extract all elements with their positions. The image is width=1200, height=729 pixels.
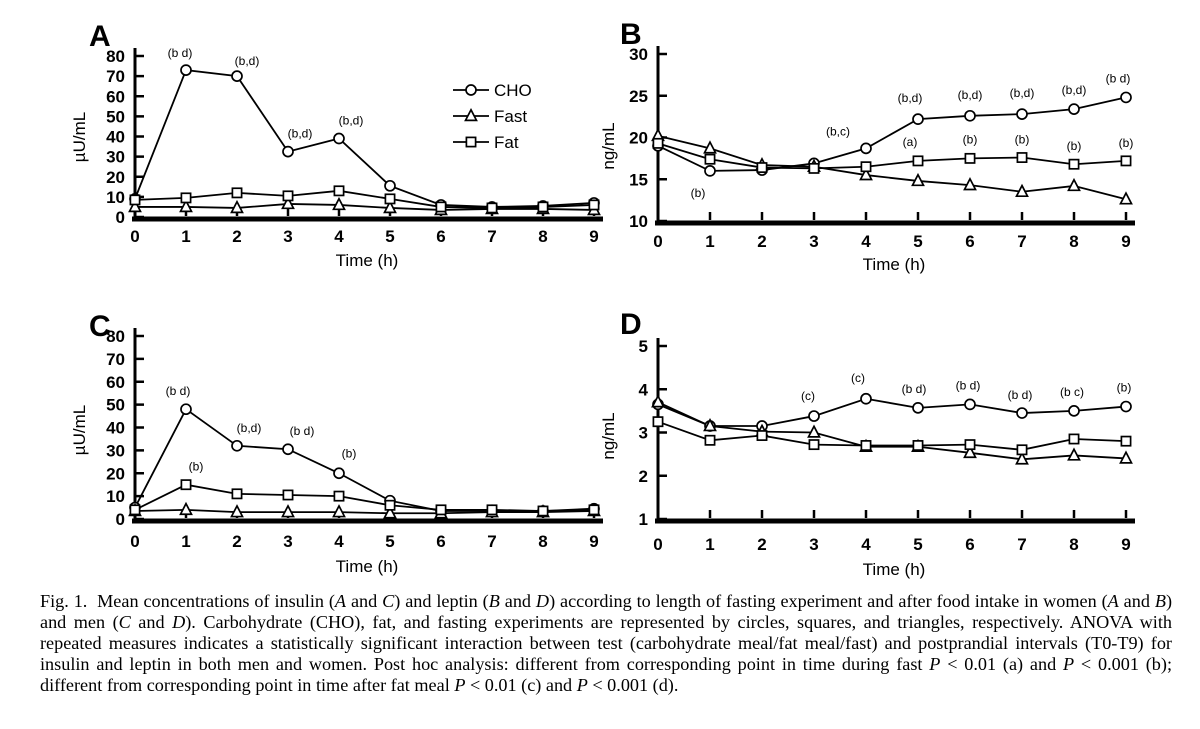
cho-circle-marker <box>283 147 293 157</box>
caption-segment: < 0.01 (c) and <box>465 675 577 695</box>
x-tick-label: 4 <box>334 227 344 246</box>
caption-segment: P <box>1063 654 1075 674</box>
significance-annotation: (b,d) <box>234 54 260 69</box>
cho-circle-marker <box>385 181 395 191</box>
y-tick-label: 50 <box>106 395 125 415</box>
y-axis-title: µU/mL <box>70 404 89 456</box>
fat-square-marker <box>913 441 922 450</box>
legend-label: Fast <box>494 107 528 126</box>
fat-square-marker <box>965 440 974 449</box>
significance-annotation: (b d) <box>167 46 193 61</box>
fat-square-marker <box>1121 437 1130 446</box>
panel-label: C <box>89 310 111 343</box>
significance-annotation: (b,d) <box>1009 86 1035 101</box>
cho-circle-marker <box>913 114 923 124</box>
y-tick-label: 80 <box>106 47 125 66</box>
fat-square-marker <box>334 186 343 195</box>
fast-triangle-marker <box>181 504 192 515</box>
y-axis-title: ng/mL <box>599 412 618 460</box>
x-tick-label: 0 <box>130 227 140 246</box>
x-tick-label: 8 <box>538 227 548 246</box>
x-tick-label: 7 <box>487 532 497 551</box>
fat-square-marker <box>757 163 766 172</box>
caption-segment: A <box>1107 591 1119 611</box>
y-tick-label: 10 <box>629 212 648 231</box>
significance-annotation: (b,d) <box>1061 83 1087 98</box>
fat-square-marker <box>232 489 241 498</box>
fat-square-marker <box>283 490 292 499</box>
fat-square-marker <box>436 505 445 514</box>
x-axis-title: Time (h) <box>862 560 926 579</box>
y-tick-label: 30 <box>629 45 648 64</box>
caption-segment: C <box>118 612 131 632</box>
fat-square-marker <box>705 436 714 445</box>
cho-circle-marker <box>1121 92 1131 102</box>
panel-label: D <box>620 308 642 341</box>
x-tick-label: 3 <box>283 227 293 246</box>
x-tick-label: 0 <box>130 532 140 551</box>
caption-segment: ). Carbohydrate (CHO), fat, and fasting experiments are represented by circles, squares, and triangles, respectively. ANOVA with repeated measures indicates a statistically significant interaction between test (carbohydrate meal/fat meal/fast) and postprandial intervals (T0-T9) for insulin and leptin in both men and women. Post hoc analysis: different from corresponding point in time during fast <box>40 612 1172 674</box>
significance-annotation: (b d) <box>1007 388 1033 403</box>
x-tick-label: 9 <box>1121 232 1131 251</box>
x-tick-label: 7 <box>487 227 497 246</box>
y-tick-label: 2 <box>638 466 648 486</box>
significance-annotation: (c) <box>851 370 865 385</box>
panel-c-insulin-men-chart <box>55 288 621 588</box>
significance-annotation: (b,c) <box>826 124 850 139</box>
x-tick-label: 4 <box>861 232 871 251</box>
x-tick-label: 0 <box>653 535 663 554</box>
significance-annotation: (b) <box>341 446 357 461</box>
caption-segment: ) and men ( <box>40 591 1173 632</box>
significance-annotation: (b,d) <box>236 420 262 435</box>
x-tick-label: 2 <box>757 535 767 554</box>
fat-square-marker <box>130 195 139 204</box>
x-tick-label: 6 <box>436 227 446 246</box>
panel-b-leptin-women-chart <box>598 4 1172 285</box>
x-tick-label: 2 <box>757 232 767 251</box>
y-tick-label: 10 <box>106 187 125 207</box>
fat-square-marker <box>334 492 343 501</box>
caption-segment: < 0.001 (b); different from corresponding point in time after fat meal <box>40 654 1172 695</box>
fat-square-marker <box>487 505 496 514</box>
caption-segment: B <box>488 591 500 611</box>
y-tick-label: 30 <box>106 441 125 461</box>
fat-series-line <box>135 485 594 511</box>
y-tick-label: 20 <box>106 167 125 187</box>
x-tick-label: 3 <box>809 232 819 251</box>
panel-d-leptin-men-chart <box>598 288 1172 588</box>
x-tick-label: 8 <box>1069 232 1079 251</box>
cho-series-line <box>658 399 1126 426</box>
y-tick-label: 50 <box>106 107 125 127</box>
fat-square-marker <box>965 154 974 163</box>
caption-segment: Fig. 1. Mean concentrations of insulin ( <box>40 591 335 611</box>
y-tick-label: 30 <box>106 147 125 167</box>
fat-square-marker <box>861 162 870 171</box>
fast-triangle-marker <box>334 506 345 517</box>
significance-annotation: (b c) <box>1060 384 1084 399</box>
x-tick-label: 5 <box>913 232 923 251</box>
y-tick-label: 4 <box>638 380 648 400</box>
significance-annotation: (b) <box>1014 132 1030 147</box>
significance-annotation: (b) <box>1116 380 1132 395</box>
cho-circle-marker <box>334 468 344 478</box>
fat-square-marker <box>487 203 496 212</box>
significance-annotation: (b) <box>1118 135 1134 150</box>
fat-square-marker <box>653 417 662 426</box>
fat-square-marker <box>757 431 766 440</box>
significance-annotation: (b) <box>1066 139 1082 154</box>
cho-circle-marker <box>965 111 975 121</box>
cho-circle-marker <box>283 444 293 454</box>
x-tick-label: 7 <box>1017 535 1027 554</box>
x-tick-label: 3 <box>809 535 819 554</box>
caption-segment: P <box>929 654 941 674</box>
fat-square-marker <box>809 440 818 449</box>
y-tick-label: 70 <box>106 67 125 87</box>
caption-segment: ) and leptin ( <box>394 591 489 611</box>
y-tick-label: 20 <box>629 128 648 148</box>
fat-square-marker <box>913 156 922 165</box>
cho-circle-marker <box>1017 408 1027 418</box>
fat-square-marker <box>538 202 547 211</box>
caption-segment: D <box>172 612 186 632</box>
caption-segment: and <box>130 612 173 632</box>
legend-item-cho <box>453 81 532 100</box>
cho-circle-marker <box>1069 406 1079 416</box>
fat-square-marker <box>1069 434 1078 443</box>
x-tick-label: 2 <box>232 227 242 246</box>
panel-label: B <box>620 18 642 51</box>
y-tick-label: 40 <box>106 127 125 147</box>
cho-series-line <box>658 97 1126 170</box>
caption-segment: < 0.001 (d). <box>587 675 679 695</box>
x-axis-title: Time (h) <box>335 557 399 576</box>
significance-annotation: (b,d) <box>287 126 313 141</box>
fat-series-line <box>135 191 594 208</box>
x-tick-label: 2 <box>232 532 242 551</box>
fast-triangle-marker <box>1069 180 1080 191</box>
y-tick-label: 5 <box>638 337 648 356</box>
x-tick-label: 3 <box>283 532 293 551</box>
caption-segment: B <box>1154 591 1166 611</box>
significance-annotation: (b,d) <box>338 113 364 128</box>
cho-series-line <box>135 409 594 511</box>
significance-annotation: (b,d) <box>957 87 983 102</box>
cho-circle-marker <box>232 71 242 81</box>
fat-square-marker <box>1121 156 1130 165</box>
y-tick-label: 40 <box>106 418 125 438</box>
x-tick-label: 9 <box>589 227 599 246</box>
cho-circle-marker <box>913 403 923 413</box>
fat-square-marker <box>436 202 445 211</box>
significance-annotation: (b d) <box>1105 71 1131 86</box>
y-tick-label: 60 <box>106 372 125 392</box>
y-tick-label: 1 <box>638 510 648 529</box>
y-tick-label: 10 <box>106 487 125 507</box>
fat-square-marker <box>653 139 662 148</box>
x-tick-label: 1 <box>705 535 715 554</box>
x-tick-label: 5 <box>913 535 923 554</box>
fat-square-marker <box>385 194 394 203</box>
fat-square-marker <box>1017 153 1026 162</box>
caption-segment: A <box>334 591 347 611</box>
fast-series-line <box>658 136 1126 199</box>
caption-segment: ) according to length of fasting experiment and after food intake in women ( <box>549 591 1108 611</box>
fat-square-marker <box>538 506 547 515</box>
x-tick-label: 6 <box>965 232 975 251</box>
fat-square-marker <box>861 441 870 450</box>
significance-annotation: (b,d) <box>897 91 923 106</box>
cho-circle-marker <box>181 404 191 414</box>
y-tick-label: 80 <box>106 327 125 346</box>
cho-circle-marker <box>705 166 715 176</box>
y-tick-label: 0 <box>115 208 125 227</box>
cho-circle-marker <box>1069 104 1079 114</box>
caption-segment: and <box>499 591 536 611</box>
x-tick-label: 7 <box>1017 232 1027 251</box>
significance-annotation: (b d) <box>955 378 981 393</box>
x-tick-label: 1 <box>705 232 715 251</box>
legend-item-fast <box>453 107 527 126</box>
legend-label: CHO <box>494 81 532 100</box>
fat-square-marker <box>809 164 818 173</box>
x-tick-label: 4 <box>861 535 871 554</box>
x-tick-label: 0 <box>653 232 663 251</box>
cho-circle-marker <box>181 65 191 75</box>
y-tick-label: 70 <box>106 349 125 369</box>
y-tick-label: 15 <box>629 170 648 190</box>
fast-triangle-marker <box>1069 449 1080 460</box>
x-tick-label: 9 <box>1121 535 1131 554</box>
x-tick-label: 1 <box>181 227 191 246</box>
caption-segment: P <box>454 675 466 695</box>
fat-square-marker <box>1069 160 1078 169</box>
cho-circle-marker <box>861 394 871 404</box>
significance-annotation: (b) <box>962 132 978 147</box>
x-tick-label: 4 <box>334 532 344 551</box>
fat-series-line <box>658 143 1126 168</box>
x-tick-label: 5 <box>385 532 395 551</box>
cho-circle-marker <box>809 411 819 421</box>
fat-square-marker <box>181 193 190 202</box>
cho-circle-marker <box>334 134 344 144</box>
caption-segment: D <box>535 591 550 611</box>
panel-label: A <box>89 20 111 53</box>
x-tick-label: 1 <box>181 532 191 551</box>
y-axis-title: ng/mL <box>599 122 618 170</box>
significance-annotation: (b d) <box>289 424 315 439</box>
significance-annotation: (b d) <box>165 384 191 399</box>
y-tick-label: 20 <box>106 464 125 484</box>
x-tick-label: 8 <box>538 532 548 551</box>
caption-segment: C <box>382 591 395 611</box>
fat-square-marker <box>283 191 292 200</box>
caption-segment: and <box>1118 591 1155 611</box>
legend-item-fat <box>453 133 519 152</box>
panel-a-insulin-women-chart <box>55 4 621 285</box>
significance-annotation: (b d) <box>901 381 927 396</box>
cho-circle-marker <box>1017 109 1027 119</box>
cho-circle-marker <box>466 85 476 95</box>
fat-square-marker <box>181 480 190 489</box>
figure-caption <box>40 591 1172 696</box>
fat-square-marker <box>466 137 475 146</box>
x-tick-label: 6 <box>965 535 975 554</box>
cho-circle-marker <box>232 441 242 451</box>
x-tick-label: 5 <box>385 227 395 246</box>
cho-circle-marker <box>861 143 871 153</box>
y-tick-label: 3 <box>638 423 648 443</box>
significance-annotation: (b) <box>188 459 204 474</box>
x-axis-title: Time (h) <box>335 251 399 270</box>
significance-annotation: (c) <box>801 389 815 404</box>
significance-annotation: (a) <box>902 134 918 149</box>
legend-label: Fat <box>494 133 519 152</box>
caption-segment: < 0.01 (a) and <box>940 654 1063 674</box>
y-axis-title: µU/mL <box>70 111 89 163</box>
significance-annotation: (b) <box>690 185 706 200</box>
x-tick-label: 9 <box>589 532 599 551</box>
x-tick-label: 8 <box>1069 535 1079 554</box>
y-tick-label: 60 <box>106 87 125 107</box>
x-axis-title: Time (h) <box>862 255 926 274</box>
cho-circle-marker <box>1121 402 1131 412</box>
caption-segment: P <box>576 675 588 695</box>
legend <box>453 81 532 152</box>
cho-circle-marker <box>965 399 975 409</box>
x-tick-label: 6 <box>436 532 446 551</box>
fat-square-marker <box>705 155 714 164</box>
y-tick-label: 0 <box>115 510 125 529</box>
fat-square-marker <box>130 505 139 514</box>
fat-square-marker <box>1017 445 1026 454</box>
fat-square-marker <box>385 501 394 510</box>
fat-square-marker <box>232 188 241 197</box>
y-tick-label: 25 <box>629 86 648 106</box>
fast-triangle-marker <box>283 506 294 517</box>
caption-segment: and <box>346 591 383 611</box>
